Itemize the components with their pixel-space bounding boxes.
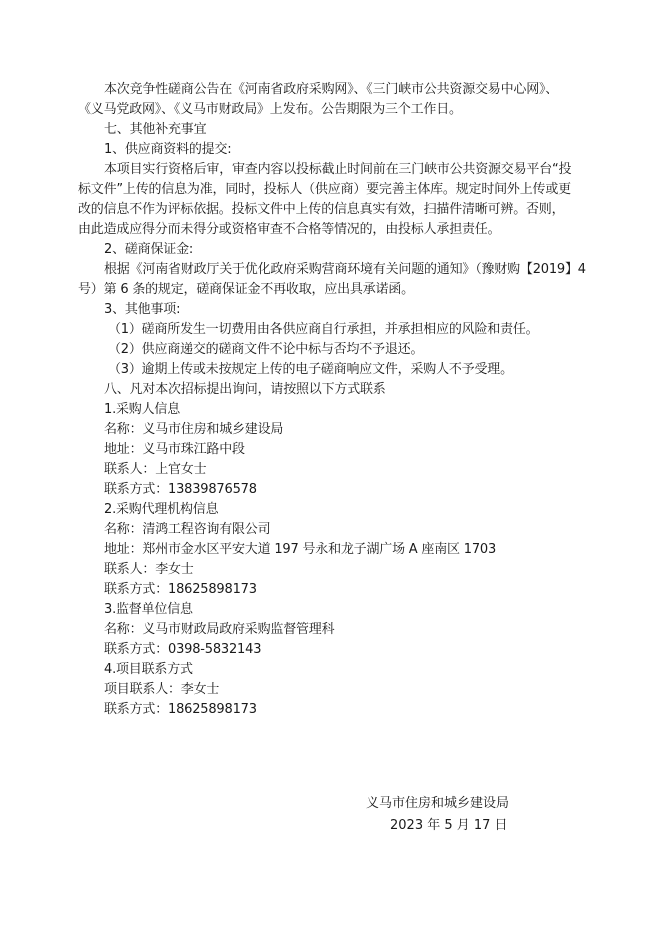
paragraph-line: 名称：义马市住房和城乡建设局 (104, 422, 284, 437)
paragraph-line: 本项目实行资格后审，审查内容以投标截止时间前在三门峡市公共资源交易平台“投 (104, 162, 572, 177)
paragraph-line: 联系方式：18625898173 (104, 702, 257, 717)
document-body (78, 80, 608, 720)
paragraph-line: （2）供应商递交的磋商文件不论中标与否均不予退还。 (108, 342, 424, 357)
paragraph-line: 名称：清鸿工程咨询有限公司 (104, 522, 271, 537)
paragraph-line: 1.采购人信息 (104, 402, 181, 417)
paragraph-line: 七、其他补充事宜 (104, 122, 207, 137)
paragraph-line: 1、供应商资料的提交: (104, 142, 232, 157)
paragraph-line: 标文件”上传的信息为准，同时，投标人（供应商）要完善主体库。规定时间外上传或更 (78, 182, 571, 197)
paragraph-line: 联系方式：13839876578 (104, 482, 257, 497)
paragraph-line: 4.项目联系方式 (104, 662, 193, 677)
paragraph-line: 2.采购代理机构信息 (104, 502, 219, 517)
paragraph-line: 地址：郑州市金水区平安大道 197 号永和龙子湖广场 A 座南区 1703 (104, 542, 497, 557)
paragraph-line: 根据《河南省财政厅关于优化政府采购营商环境有关问题的通知》（豫财购【2019】4 (104, 262, 586, 277)
paragraph-line: 2、磋商保证金: (104, 242, 194, 257)
paragraph-line: 联系人：上官女士 (104, 462, 207, 477)
paragraph-line: 3、其他事项: (104, 302, 181, 317)
paragraph-line: （3）逾期上传或未按规定上传的电子磋商响应文件，采购人不予受理。 (108, 362, 513, 377)
paragraph-line: 八、凡对本次招标提出询问，请按照以下方式联系 (104, 382, 386, 397)
paragraph-line: 地址：义马市珠江路中段 (104, 442, 245, 457)
paragraph-line: 联系方式：18625898173 (104, 582, 257, 597)
paragraph-line: 号）第 6 条的规定，磋商保证金不再收取，应出具承诺函。 (78, 282, 414, 297)
paragraph-line: 联系人：李女士 (104, 562, 194, 577)
paragraph-line: 改的信息不作为评标依据。投标文件中上传的信息真实有效，扫描件清晰可辨。否则， (78, 202, 565, 217)
paragraph-line: 3.监督单位信息 (104, 602, 193, 617)
paragraph-line: 由此造成应得分而未得分或资格审查不合格等情况的，由投标人承担责任。 (78, 222, 501, 237)
paragraph-line: 名称：义马市财政局政府采购监督管理科 (104, 622, 335, 637)
signature-organization: 义马市住房和城乡建设局 (366, 796, 510, 811)
signature-block (366, 793, 566, 837)
paragraph-line: 《义马党政网》、《义马市财政局》上发布。公告期限为三个工作日。 (78, 102, 462, 117)
paragraph-line: 联系方式：0398-5832143 (104, 642, 262, 657)
signature-date: 2023 年 5 月 17 日 (390, 818, 508, 833)
paragraph-line: 项目联系人：李女士 (104, 682, 220, 697)
paragraph-line: （1）磋商所发生一切费用由各供应商自行承担，并承担相应的风险和责任。 (108, 322, 539, 337)
paragraph-line: 本次竞争性磋商公告在《河南省政府采购网》、《三门峡市公共资源交易中心网》、 (104, 82, 559, 97)
